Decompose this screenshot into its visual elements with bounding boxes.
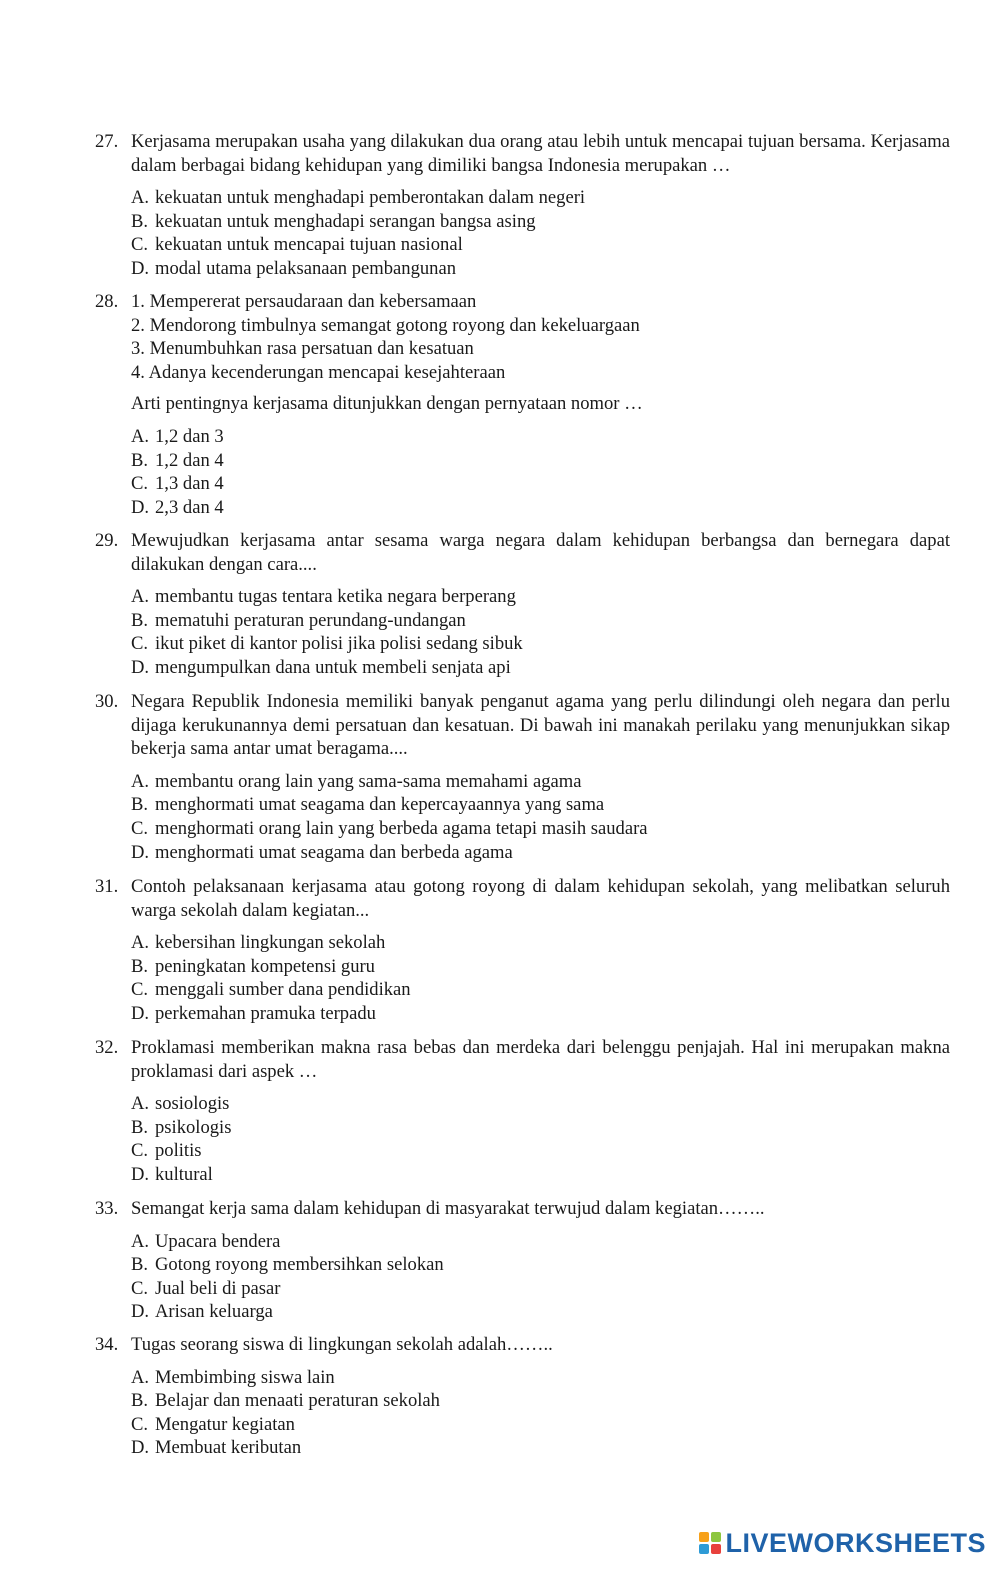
options-list <box>131 425 950 519</box>
option-letter: A. <box>131 1230 150 1252</box>
options-list <box>131 1366 950 1460</box>
question-number: 28. <box>95 291 119 312</box>
option-b[interactable] <box>131 955 950 979</box>
option-text: Mengatur kegiatan <box>155 1413 295 1435</box>
question-27 <box>95 130 950 281</box>
option-b[interactable] <box>131 449 950 473</box>
option-b[interactable] <box>131 1389 950 1413</box>
option-text: 1,2 dan 4 <box>155 449 224 471</box>
option-letter: B. <box>131 1390 149 1412</box>
question-stem: Negara Republik Indonesia memiliki banyak penganut agama yang perlu dilindungi oleh negara dan perlu dijaga kerukunannya demi persatuan dan kesatuan. Di bawah ini manakah perilaku yang menunjukkan sikap bekerja sama antar umat beragama.... <box>131 691 950 760</box>
option-letter: C. <box>131 633 149 655</box>
logo-square-3 <box>699 1544 709 1554</box>
question-stem: Contoh pelaksanaan kerjasama atau gotong royong di dalam kehidupan sekolah, yang melibatkan seluruh warga sekolah dalam kegiatan... <box>131 876 950 921</box>
option-letter: D. <box>131 1437 150 1459</box>
statement-1: 1. Mempererat persaudaraan dan kebersamaan <box>131 291 477 312</box>
option-c[interactable] <box>131 978 950 1002</box>
option-b[interactable] <box>131 210 950 234</box>
option-letter: C. <box>131 234 149 256</box>
option-text: kultural <box>155 1163 213 1185</box>
options-list <box>131 186 950 280</box>
option-letter: B. <box>131 210 149 232</box>
option-d[interactable] <box>131 841 950 865</box>
option-c[interactable] <box>131 233 950 257</box>
option-text: membantu orang lain yang sama-sama memahami agama <box>155 770 582 792</box>
question-number: 32. <box>95 1037 119 1058</box>
option-text: Gotong royong membersihkan selokan <box>155 1254 444 1276</box>
option-a[interactable] <box>131 1366 950 1390</box>
option-letter: C. <box>131 473 149 495</box>
question-32 <box>95 1036 950 1187</box>
question-34 <box>95 1333 950 1460</box>
option-text: kekuatan untuk menghadapi pemberontakan dalam negeri <box>155 187 586 209</box>
option-b[interactable] <box>131 609 950 633</box>
option-letter: C. <box>131 1140 149 1162</box>
question-28 <box>95 290 950 519</box>
option-letter: C. <box>131 1277 149 1299</box>
option-letter: D. <box>131 1301 150 1323</box>
option-a[interactable] <box>131 770 950 794</box>
option-text: kekuatan untuk mencapai tujuan nasional <box>155 234 463 256</box>
option-letter: B. <box>131 1116 149 1138</box>
option-c[interactable] <box>131 472 950 496</box>
option-text: menghormati orang lain yang berbeda agama tetapi masih saudara <box>155 817 648 839</box>
option-d[interactable] <box>131 1300 950 1324</box>
option-text: Upacara bendera <box>155 1230 281 1252</box>
question-number: 29. <box>95 530 119 551</box>
option-letter: A. <box>131 932 150 954</box>
option-text: sosiologis <box>155 1093 230 1115</box>
question-number: 30. <box>95 691 119 712</box>
option-letter: D. <box>131 257 150 279</box>
option-d[interactable] <box>131 1002 950 1026</box>
option-text: Arisan keluarga <box>155 1301 273 1323</box>
options-list <box>131 770 950 864</box>
option-letter: A. <box>131 586 150 608</box>
option-text: mengumpulkan dana untuk membeli senjata api <box>155 656 511 678</box>
options-list <box>131 1092 950 1186</box>
option-letter: A. <box>131 425 150 447</box>
option-d[interactable] <box>131 656 950 680</box>
option-b[interactable] <box>131 1116 950 1140</box>
question-prompt: Arti pentingnya kerjasama ditunjukkan dengan pernyataan nomor … <box>131 393 643 415</box>
question-stem: Semangat kerja sama dalam kehidupan di masyarakat terwujud dalam kegiatan…….. <box>131 1198 765 1219</box>
option-b[interactable] <box>131 1253 950 1277</box>
options-list <box>131 585 950 679</box>
option-letter: B. <box>131 1254 149 1276</box>
statement-2: 2. Mendorong timbulnya semangat gotong royong dan kekeluargaan <box>131 314 640 336</box>
option-c[interactable] <box>131 1277 950 1301</box>
option-letter: B. <box>131 449 149 471</box>
option-a[interactable] <box>131 931 950 955</box>
option-letter: B. <box>131 955 149 977</box>
question-stem: Mewujudkan kerjasama antar sesama warga negara dalam kehidupan berbangsa dan bernegara dapat dilakukan dengan cara.... <box>131 530 950 575</box>
option-d[interactable] <box>131 257 950 281</box>
option-text: Membuat keributan <box>155 1437 302 1459</box>
option-letter: C. <box>131 979 149 1001</box>
option-letter: D. <box>131 841 150 863</box>
option-text: mematuhi peraturan perundang-undangan <box>155 609 466 631</box>
option-text: psikologis <box>155 1116 232 1138</box>
option-text: kekuatan untuk menghadapi serangan bangsa asing <box>155 210 536 232</box>
option-text: menghormati umat seagama dan berbeda agama <box>155 841 513 863</box>
option-c[interactable] <box>131 1413 950 1437</box>
option-c[interactable] <box>131 817 950 841</box>
option-letter: A. <box>131 1366 150 1388</box>
option-c[interactable] <box>131 632 950 656</box>
option-a[interactable] <box>131 186 950 210</box>
option-text: perkemahan pramuka terpadu <box>155 1002 376 1024</box>
option-text: modal utama pelaksanaan pembangunan <box>155 257 457 279</box>
statement-4: 4. Adanya kecenderungan mencapai kesejahteraan <box>131 361 506 383</box>
option-text: Belajar dan menaati peraturan sekolah <box>155 1390 440 1412</box>
logo-square-2 <box>711 1532 721 1542</box>
option-text: membantu tugas tentara ketika negara berperang <box>155 586 516 608</box>
question-31 <box>95 875 950 1026</box>
option-b[interactable] <box>131 793 950 817</box>
option-letter: D. <box>131 656 150 678</box>
logo-square-1 <box>699 1532 709 1542</box>
option-text: peningkatan kompetensi guru <box>155 955 375 977</box>
option-text: 1,3 dan 4 <box>155 473 224 495</box>
option-c[interactable] <box>131 1139 950 1163</box>
question-stem: Kerjasama merupakan usaha yang dilakukan dua orang atau lebih untuk mencapai tujuan bersama. Kerjasama dalam berbagai bidang kehidupan yang dimiliki bangsa Indonesia merupakan … <box>131 131 950 176</box>
option-letter: D. <box>131 496 150 518</box>
option-d[interactable] <box>131 496 950 520</box>
question-number: 34. <box>95 1334 119 1355</box>
option-letter: D. <box>131 1163 150 1185</box>
option-letter: A. <box>131 770 150 792</box>
option-text: kebersihan lingkungan sekolah <box>155 932 386 954</box>
option-text: 1,2 dan 3 <box>155 425 224 447</box>
option-d[interactable] <box>131 1436 950 1460</box>
option-letter: B. <box>131 794 149 816</box>
question-29 <box>95 529 950 680</box>
option-letter: C. <box>131 817 149 839</box>
option-letter: C. <box>131 1413 149 1435</box>
option-a[interactable] <box>131 425 950 449</box>
question-stem: Tugas seorang siswa di lingkungan sekolah adalah…….. <box>131 1334 553 1355</box>
option-letter: D. <box>131 1002 150 1024</box>
question-33 <box>95 1197 950 1324</box>
option-text: menggali sumber dana pendidikan <box>155 979 411 1001</box>
question-number: 33. <box>95 1198 119 1219</box>
option-a[interactable] <box>131 1230 950 1254</box>
option-text: politis <box>155 1140 202 1162</box>
option-text: menghormati umat seagama dan kepercayaannya yang sama <box>155 794 605 816</box>
option-text: 2,3 dan 4 <box>155 496 224 518</box>
question-number: 31. <box>95 876 119 897</box>
option-letter: A. <box>131 1093 150 1115</box>
option-letter: A. <box>131 187 150 209</box>
options-list <box>131 931 950 1025</box>
question-number: 27. <box>95 131 119 152</box>
question-stem: Proklamasi memberikan makna rasa bebas dan merdeka dari belenggu penjajah. Hal ini merupakan makna proklamasi dari aspek … <box>131 1037 950 1082</box>
logo-square-4 <box>711 1544 721 1554</box>
liveworksheets-logo-icon <box>699 1532 721 1554</box>
option-letter: B. <box>131 609 149 631</box>
option-a[interactable] <box>131 585 950 609</box>
option-text: Jual beli di pasar <box>155 1277 281 1299</box>
options-list <box>131 1230 950 1324</box>
liveworksheets-watermark[interactable] <box>699 1529 986 1557</box>
brand-text: LIVEWORKSHEETS <box>725 1528 986 1558</box>
statement-3: 3. Menumbuhkan rasa persatuan dan kesatuan <box>131 338 474 360</box>
option-text: ikut piket di kantor polisi jika polisi sedang sibuk <box>155 633 523 655</box>
option-text: Membimbing siswa lain <box>155 1366 335 1388</box>
option-a[interactable] <box>131 1092 950 1116</box>
question-30 <box>95 690 950 864</box>
option-d[interactable] <box>131 1163 950 1187</box>
